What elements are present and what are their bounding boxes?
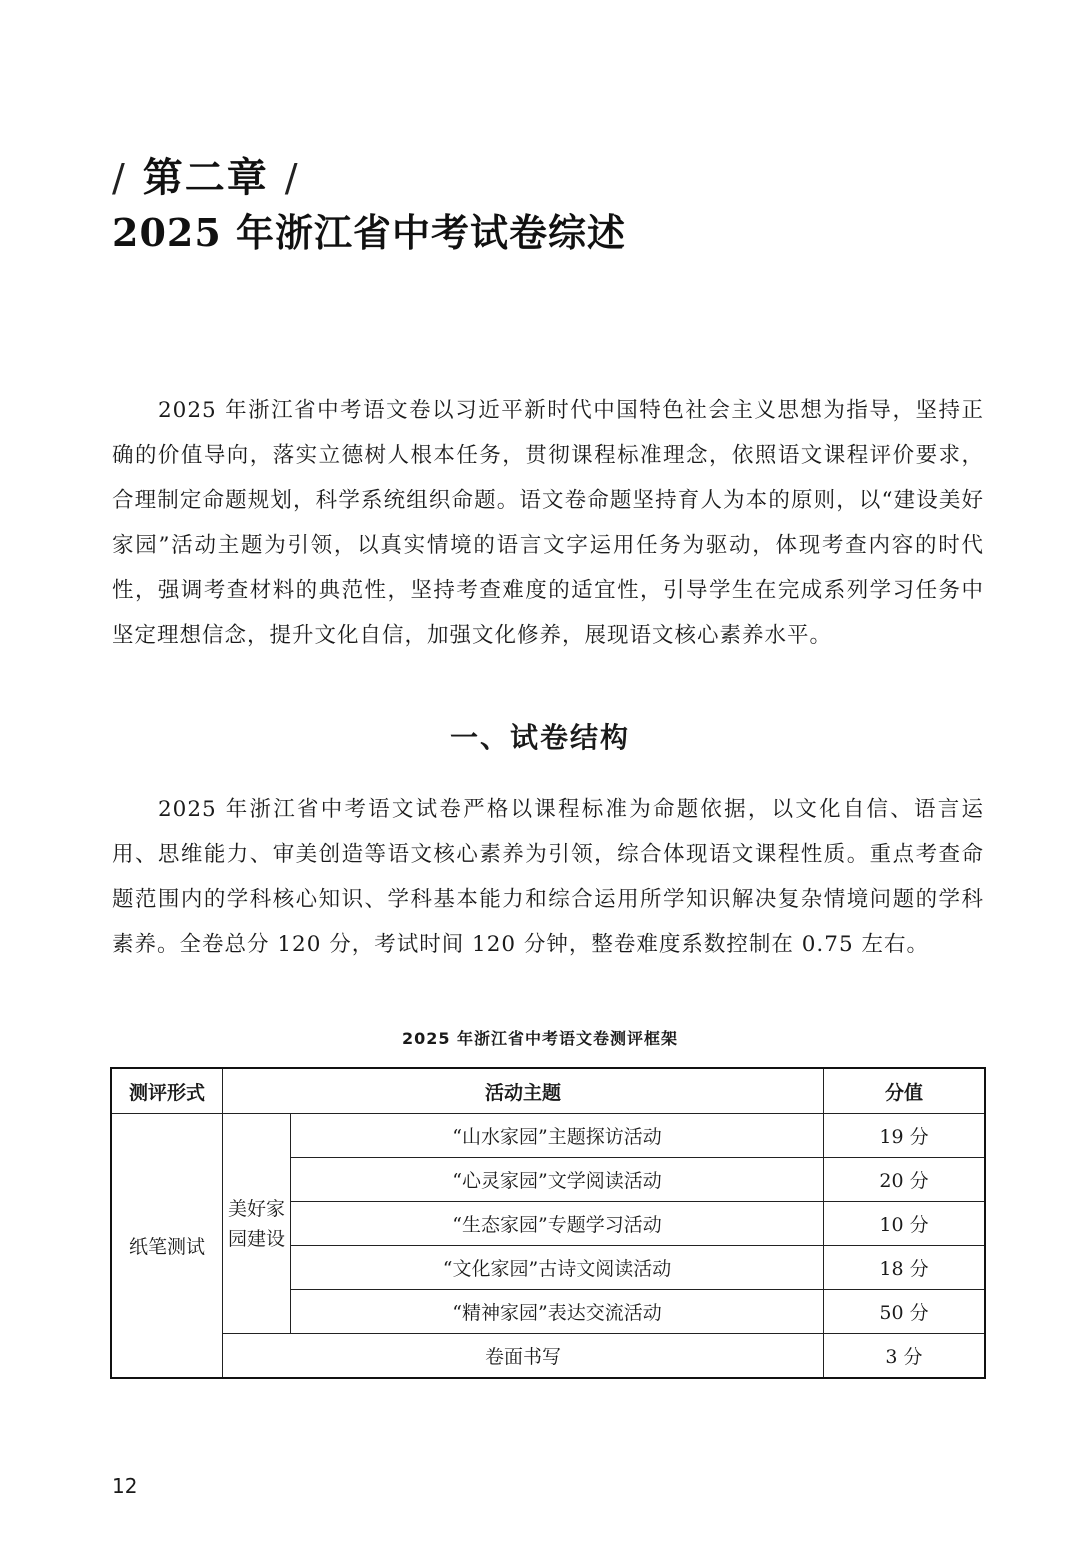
intro-paragraph: 2025 年浙江省中考语文卷以习近平新时代中国特色社会主义思想为指导，坚持正确的价值导向，落实立德树人根本任务，贯彻课程标准理念，依照语文课程评价要求，合理制定命题规划，科学系统组织命题。语文卷命题坚持育人为本的原则，以“建设美好家园”活动主题为引领，以真实情境的语言文字运用任务为驱动，体现考查内容的时代性，强调考查材料的典范性，坚持考查难度的适宜性，引导学生在完成系列学习任务中坚定理想信念，提升文化自信，加强文化修养，展现语文核心素养水平。 xyxy=(112,398,984,648)
section-heading: 一、试卷结构 xyxy=(449,721,630,754)
header-score: 分值 xyxy=(824,1068,986,1114)
activity-cell: “文化家园”古诗文阅读活动 xyxy=(291,1246,824,1290)
structure-paragraph: 2025 年浙江省中考语文试卷严格以课程标准为命题依据，以文化自信、语言运用、思维能力、审美创造等语文核心素养为引领，综合体现语文课程性质。重点考查命题范围内的学科核心知识、学科基本能力和综合运用所学知识解决复杂情境问题的学科素养。全卷总分 120 分，考试时间 120 分钟，整卷难度系数控制在 0.75 左右。 xyxy=(112,797,984,957)
assessment-framework-table xyxy=(110,1067,986,1379)
activity-cell: “心灵家园”文学阅读活动 xyxy=(291,1158,824,1202)
table-header-row xyxy=(111,1068,985,1114)
slash-left: / xyxy=(112,156,127,200)
slash-right: / xyxy=(284,156,300,200)
form-cell: 纸笔测试 xyxy=(111,1114,223,1379)
chapter-number: 第二章 xyxy=(142,155,269,201)
header-activity: 活动主题 xyxy=(223,1068,824,1114)
score-cell: 3 分 xyxy=(824,1334,986,1379)
header-form: 测评形式 xyxy=(111,1068,223,1114)
activity-cell: “山水家园”主题探访活动 xyxy=(291,1114,824,1158)
activity-cell: “生态家园”专题学习活动 xyxy=(291,1202,824,1246)
score-cell: 19 分 xyxy=(824,1114,986,1158)
theme-text: 美好家园建设 xyxy=(228,1197,286,1250)
score-cell: 18 分 xyxy=(824,1246,986,1290)
score-cell: 20 分 xyxy=(824,1158,986,1202)
table-caption: 2025 年浙江省中考语文卷测评框架 xyxy=(401,1029,679,1048)
chapter-label xyxy=(112,146,300,203)
table-row xyxy=(111,1114,985,1158)
chapter-title: 2025 年浙江省中考试卷综述 xyxy=(112,210,626,255)
score-cell: 50 分 xyxy=(824,1290,986,1334)
theme-cell xyxy=(223,1114,291,1334)
activity-cell: 卷面书写 xyxy=(223,1334,824,1379)
page-number: 12 xyxy=(112,1474,138,1498)
table-row xyxy=(111,1334,985,1379)
activity-cell: “精神家园”表达交流活动 xyxy=(291,1290,824,1334)
score-cell: 10 分 xyxy=(824,1202,986,1246)
